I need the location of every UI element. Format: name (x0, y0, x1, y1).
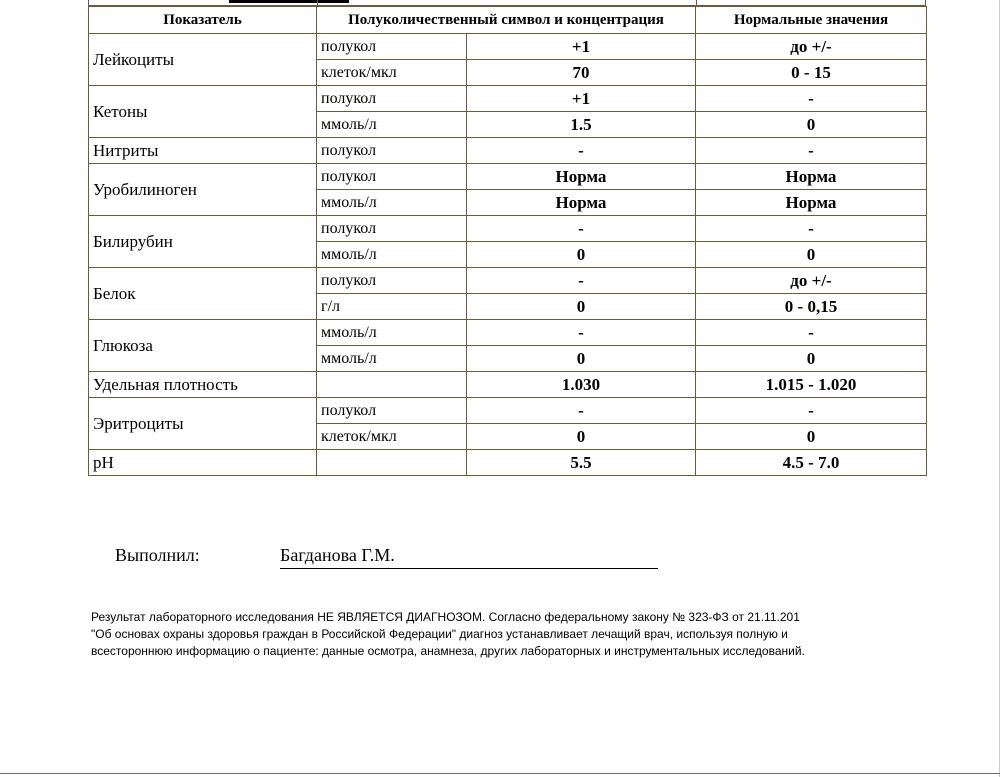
normal-value: - (696, 138, 927, 164)
result-value: - (467, 398, 696, 424)
result-value: 70 (467, 60, 696, 86)
unit-cell: полукол (317, 268, 467, 294)
result-value: 1.030 (467, 372, 696, 398)
cut-off-text (229, 0, 349, 3)
disclaimer-line: Результат лабораторного исследования НЕ ЯВЛЯЕТСЯ ДИАГНОЗОМ. Согласно федеральному закону № 323-ФЗ от 21.11.201 (91, 610, 800, 624)
unit-cell (317, 450, 467, 476)
indicator-name: Билирубин (89, 216, 317, 268)
result-value: - (467, 216, 696, 242)
results-body (89, 34, 927, 476)
unit-cell: клеток/мкл (317, 424, 467, 450)
result-value: - (467, 138, 696, 164)
normal-value: 1.015 - 1.020 (696, 372, 927, 398)
unit-cell: полукол (317, 86, 467, 112)
unit-cell: полукол (317, 138, 467, 164)
normal-value: Норма (696, 190, 927, 216)
indicator-name: Кетоны (89, 86, 317, 138)
normal-value: до +/- (696, 34, 927, 60)
indicator-name: Уробилиноген (89, 164, 317, 216)
indicator-name: Белок (89, 268, 317, 320)
indicator-name: pH (89, 450, 317, 476)
disclaimer-line: "Об основах охраны здоровья граждан в Российской Федерации" диагноз устанавливает лечащий врач, используя полную и (91, 627, 788, 641)
normal-value: до +/- (696, 268, 927, 294)
table-row (89, 86, 927, 112)
unit-cell: ммоль/л (317, 346, 467, 372)
indicator-name: Глюкоза (89, 320, 317, 372)
normal-value: - (696, 320, 927, 346)
indicator-name: Нитриты (89, 138, 317, 164)
indicator-name: Удельная плотность (89, 372, 317, 398)
indicator-name: Лейкоциты (89, 34, 317, 86)
header-normal-values: Нормальные значения (696, 7, 927, 34)
result-value: +1 (467, 34, 696, 60)
header-indicator: Показатель (89, 7, 317, 34)
page-bottom-edge (0, 773, 1000, 774)
table-row (89, 398, 927, 424)
disclaimer-line: всестороннюю информацию о пациенте: данные осмотра, анамнеза, других лабораторных и инструментальных исследований. (91, 644, 805, 658)
normal-value: - (696, 216, 927, 242)
normal-value: 0 (696, 424, 927, 450)
table-row (89, 450, 927, 476)
result-value: +1 (467, 86, 696, 112)
result-value: - (467, 268, 696, 294)
table-row (89, 138, 927, 164)
performed-by-label: Выполнил: (115, 545, 200, 565)
table-row (89, 216, 927, 242)
indicator-name: Эритроциты (89, 398, 317, 450)
normal-value: 0 (696, 346, 927, 372)
result-value: 1.5 (467, 112, 696, 138)
result-value: 0 (467, 294, 696, 320)
urinalysis-results-table (88, 6, 927, 476)
unit-cell: ммоль/л (317, 242, 467, 268)
result-value: 0 (467, 424, 696, 450)
unit-cell: клеток/мкл (317, 60, 467, 86)
normal-value: Норма (696, 164, 927, 190)
result-value: - (467, 320, 696, 346)
normal-value: - (696, 86, 927, 112)
unit-cell: полукол (317, 164, 467, 190)
normal-value: 0 (696, 112, 927, 138)
result-value: 0 (467, 242, 696, 268)
normal-value: - (696, 398, 927, 424)
unit-cell: полукол (317, 216, 467, 242)
unit-cell: ммоль/л (317, 320, 467, 346)
unit-cell: полукол (317, 398, 467, 424)
table-row (89, 268, 927, 294)
result-value: Норма (467, 190, 696, 216)
unit-cell: ммоль/л (317, 112, 467, 138)
unit-cell: г/л (317, 294, 467, 320)
normal-value: 4.5 - 7.0 (696, 450, 927, 476)
header-semi-quant: Полуколичественный символ и концентрация (317, 7, 696, 34)
result-value: 5.5 (467, 450, 696, 476)
normal-value: 0 - 15 (696, 60, 927, 86)
table-row (89, 164, 927, 190)
table-header-row (89, 7, 927, 34)
unit-cell: полукол (317, 34, 467, 60)
result-value: 0 (467, 346, 696, 372)
unit-cell (317, 372, 467, 398)
table-row (89, 372, 927, 398)
normal-value: 0 (696, 242, 927, 268)
disclaimer (91, 609, 971, 660)
table-row (89, 34, 927, 60)
result-value: Норма (467, 164, 696, 190)
unit-cell: ммоль/л (317, 190, 467, 216)
normal-value: 0 - 0,15 (696, 294, 927, 320)
performer-name: Багданова Г.М. (280, 545, 658, 569)
table-row (89, 320, 927, 346)
